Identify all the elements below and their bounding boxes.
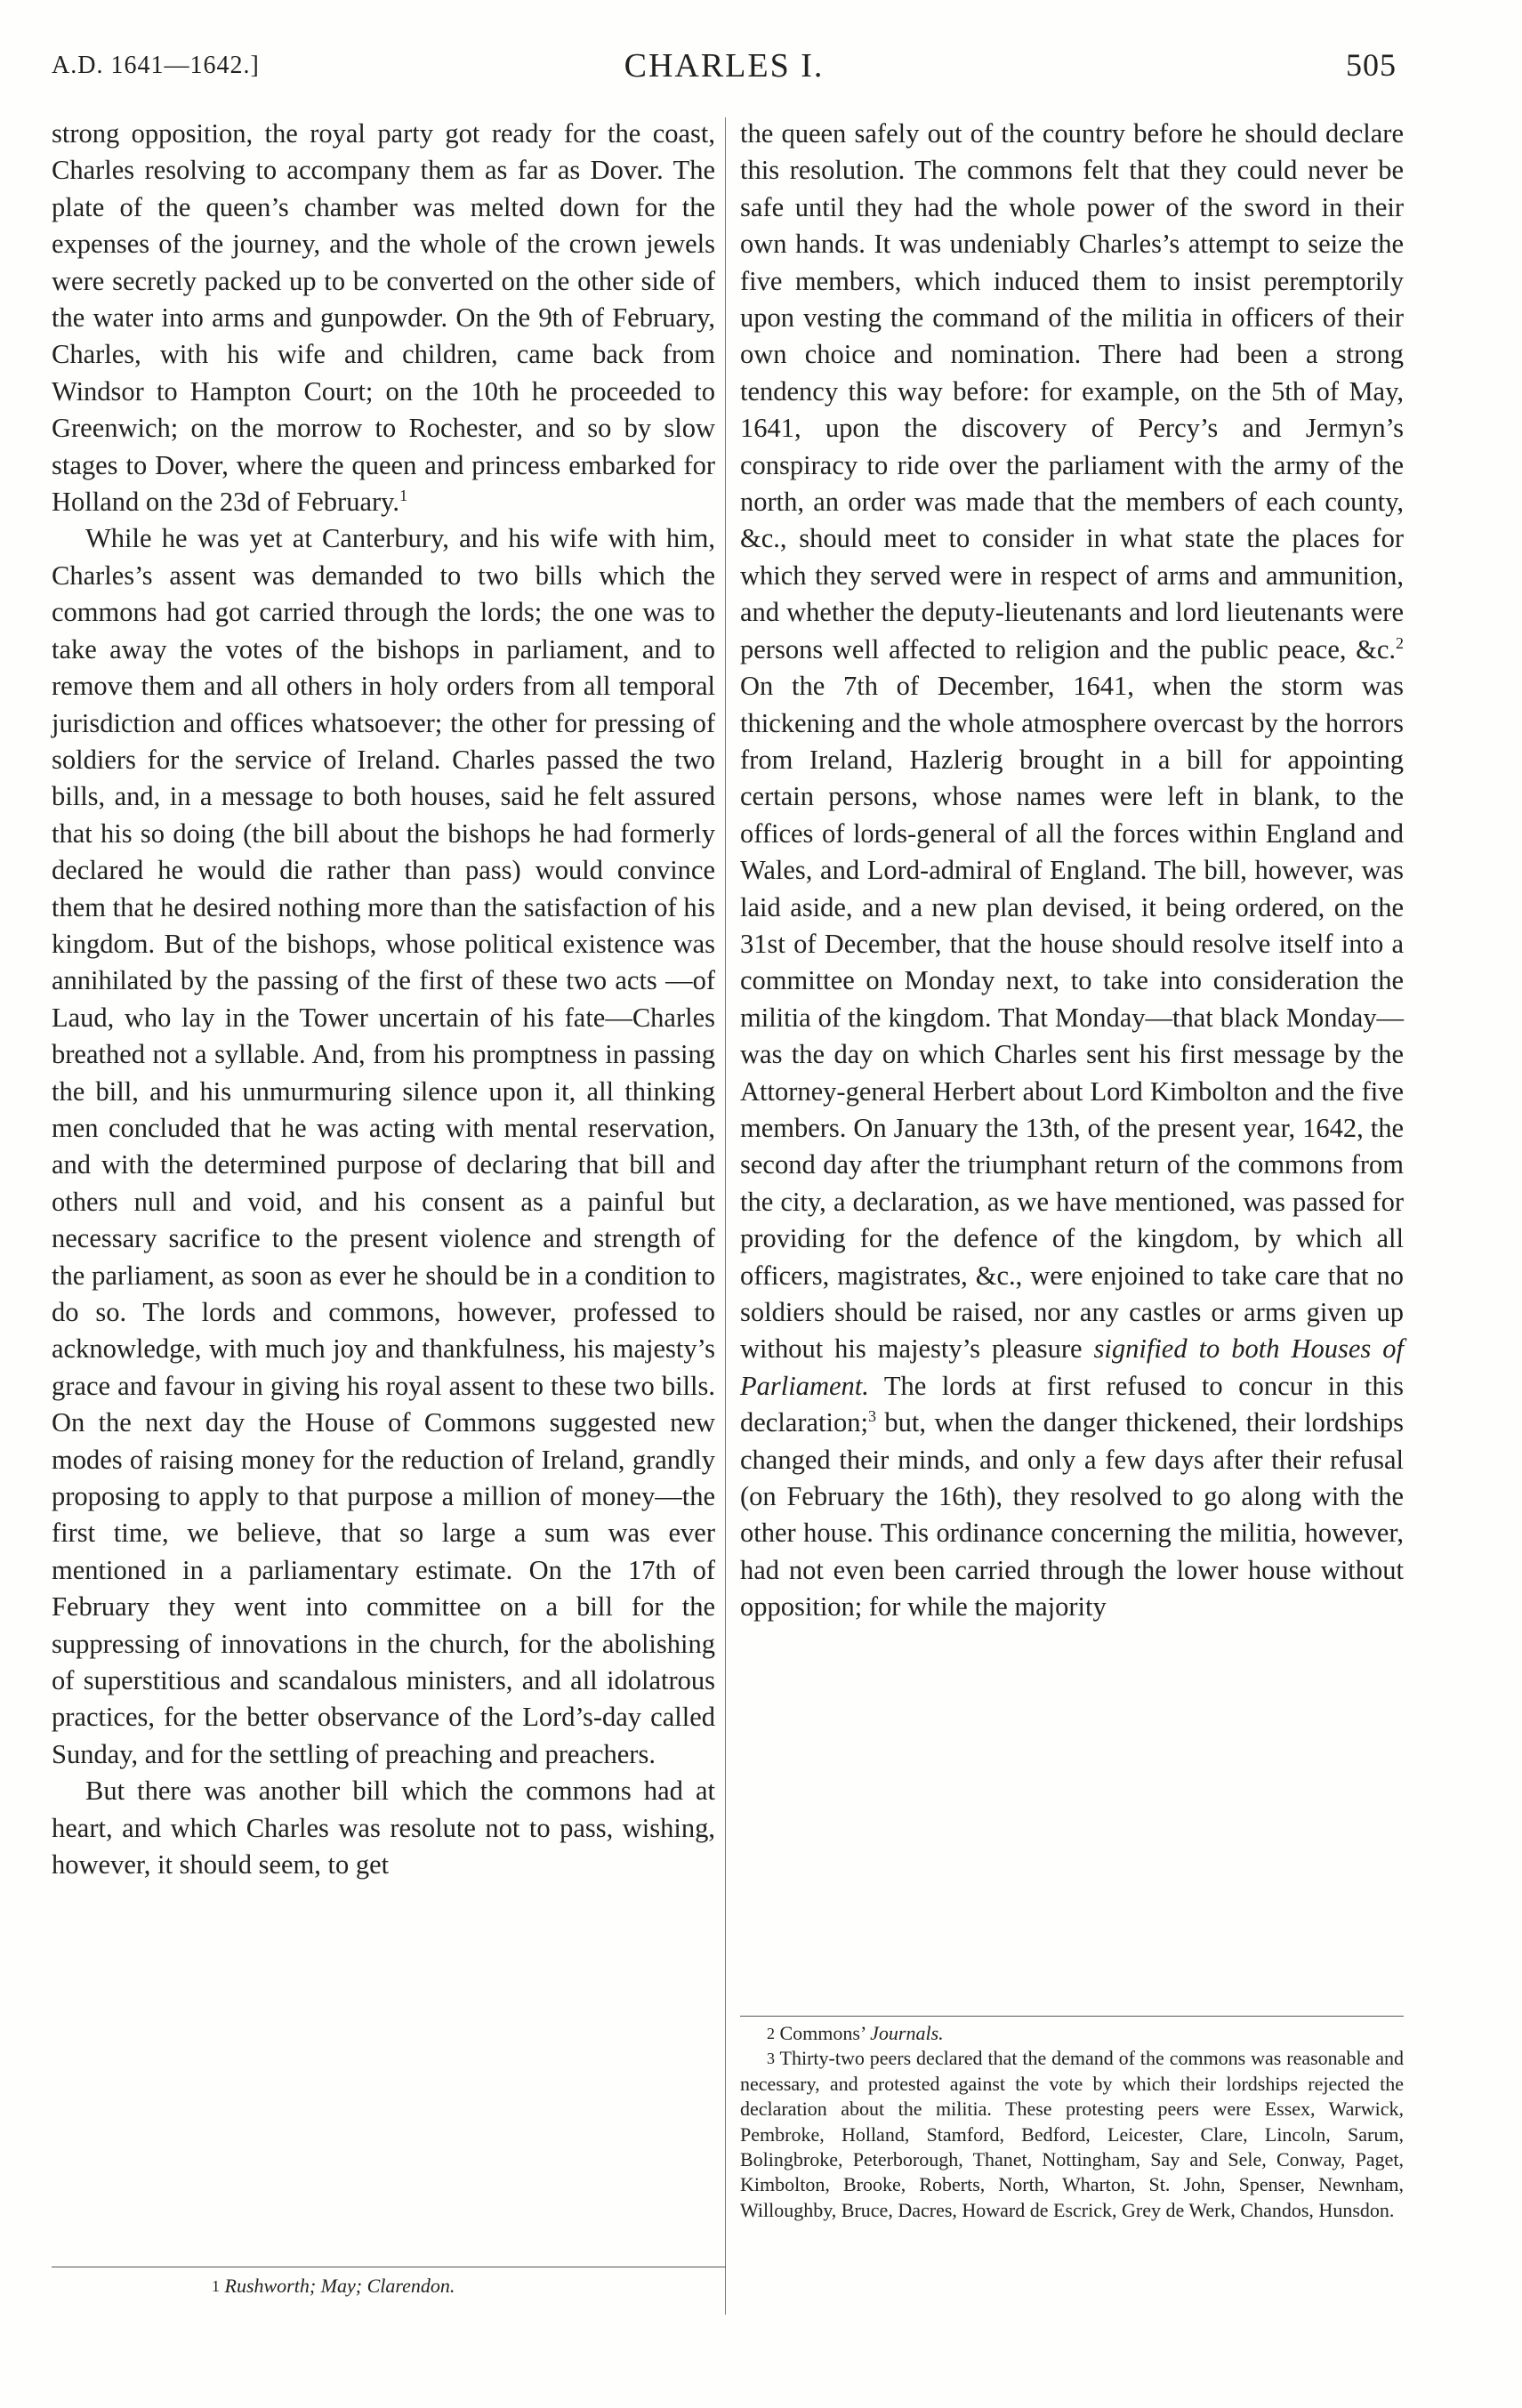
page-number: 505	[1346, 47, 1397, 83]
footnote-3-text: Thirty-two peers declared that the demand of the commons was reasonable and necessary, and protested against the vote by which their lordships rejected the declaration about the militia. These protesting peers were Essex, Warwick, Pembroke, Holland, Stamford, Bedford, Leicester, Clare, Lincoln, Sarum, Bolingbroke, Peterborough, Thanet, Nottingham, Say and Sele, Conway, Paget, Kimbolton, Brooke, Roberts, North, Wharton, St. John, Spenser, Newnham, Willoughby, Bruce, Dacres, Howard de Escrick, Grey de Werk, Chandos, Hunsdon.	[740, 2047, 1404, 2221]
left-paragraph-2: While he was yet at Canterbury, and his wife with him, Charles’s assent was demanded to two bills which the commons had got carried through the lords; the one was to take away the votes of the bishops in parliament, and to remove them and all others in holy orders from all temporal jurisdiction and offices whatsoever; the other for pressing of soldiers for the service of Ireland. Charles passed the two bills, and, in a message to both houses, said he felt assured that his so doing (the bill about the bishops he had formerly declared he would die rather than pass) would convince them that he desired nothing more than the satisfaction of his kingdom. But of the bishops, whose political existence was annihilated by the passing of the first of these two acts —of Laud, who lay in the Tower uncertain of his fate—Charles breathed not a syllable. And, from his promptness in passing the bill, and his unmurmuring silence upon it, all thinking men concluded that he was acting with mental reservation, and with the determined purpose of declaring that bill and others null and void, and his consent as a painful but necessary sacrifice to the present violence and strength of the parliament, as soon as ever he should be in a condition to do so. The lords and commons, however, professed to acknowledge, with much joy and thankfulness, his majesty’s grace and favour in giving his royal assent to these two bills. On the next day the House of Commons suggested new modes of raising money for the reduction of Ireland, grandly proposing to apply to that purpose a million of money—the first time, we believe, that so large a sum was ever mentioned in a parliamentary estimate. On the 17th of February they went into committee on a bill for the suppressing of innovations in the church, for the abolishing of superstitious and scandalous ministers, and all idolatrous practices, for the better observance of the Lord’s-day called Sunday, and for the settling of preaching and preachers.	[52, 523, 715, 1769]
footnote-3	[740, 2046, 1404, 2223]
left-paragraph-1	[52, 116, 715, 520]
footnotes-right	[740, 2021, 1404, 2223]
right-paragraph-1-italic: signified to both Houses of Parliament.	[740, 1333, 1404, 1401]
footnote-2-text: Commons’	[779, 2022, 866, 2044]
right-paragraph-1-text-a: the queen safely out of the country before he should declare this resolution. The commons felt that they could never be safe until they had the whole power of the sword in their own hands. It was undeniably Charles’s attempt to seize the five members, which induced them to insist peremptorily upon vesting the command of the militia in officers of their own choice and nomination. There had been a strong tendency this way before: for example, on the 5th of May, 1641, upon the discovery of Percy’s and Jermyn’s conspiracy to ride over the parliament with the army of the north, an order was made that the members of each county, &c., should meet to consider in what state the places for which they served were in respect of arms and ammunition, and whether the deputy-lieutenants and lord lieutenants were persons well affected to religion and the public peace, &c.	[740, 118, 1404, 664]
right-column	[740, 116, 1404, 1626]
header-date-range: A.D. 1641—1642.]	[52, 52, 260, 79]
header-title: CHARLES I.	[624, 47, 825, 85]
left-paragraph-3: But there was another bill which the commons had at heart, and which Charles was resolute not to pass, wishing, however, it should seem, to get	[52, 1776, 715, 1880]
footnote-ref-1: 1	[399, 486, 408, 504]
footnote-2-number: 2	[767, 2025, 775, 2042]
right-paragraph-1	[740, 116, 1404, 1626]
footnote-ref-2: 2	[1396, 633, 1404, 652]
footnotes-left	[52, 2274, 715, 2299]
column-divider	[725, 117, 726, 2315]
footnote-1-number: 1	[212, 2277, 220, 2295]
right-paragraph-1-text-c: The lords at first refused to concur in this declaration;	[740, 1370, 1404, 1438]
right-paragraph-1-text-b: On the 7th of December, 1641, when the storm was thickening and the whole atmosphere overcast by the horrors from Ireland, Hazlerig brought in a bill for appointing certain persons, whose names were left in blank, to the offices of lords-general of all the forces within England and Wales, and Lord-admiral of England. The bill, however, was laid aside, and a new plan devised, it being ordered, on the 31st of December, that the house should resolve itself into a committee on Monday next, to take into consideration the militia of the kingdom. That Monday—that black Monday—was the day on which Charles sent his first message by the Attorney-general Herbert about Lord Kimbolton and the five members. On January the 13th, of the present year, 1642, the second day after the triumphant return of the commons from the city, a declaration, as we have mentioned, was passed for providing for the defence of the kingdom, by which all officers, magistrates, &c., were enjoined to take care that no soldiers should be raised, nor any castles or arms given up without his majesty’s pleasure	[740, 671, 1404, 1365]
right-paragraph-1-text-d: but, when the danger thickened, their lordships changed their minds, and only a few days after their refusal (on February the 16th), they resolved to go along with the other house. This ordinance concerning the militia, however, had not even been carried through the lower house without opposition; for while the majority	[740, 1407, 1405, 1623]
footnote-ref-3: 3	[867, 1407, 876, 1426]
left-column	[52, 116, 715, 1884]
left-paragraph-1-text: strong opposition, the royal party got ready for the coast, Charles resolving to accompany them as far as Dover. The plate of the queen’s chamber was melted down for the expenses of the journey, and the whole of the crown jewels were secretly packed up to be converted on the other side of the water into arms and gunpowder. On the 9th of February, Charles, with his wife and children, came back from Windsor to Hampton Court; on the 10th he proceeded to Greenwich; on the morrow to Rochester, and so by slow stages to Dover, where the queen and princess embarked for Holland on the 23d of February.	[52, 118, 715, 518]
footnote-1-text: Rushworth; May; Clarendon.	[224, 2275, 455, 2297]
footnote-1	[212, 2274, 715, 2299]
footnote-3-number: 3	[767, 2050, 775, 2068]
footnote-2-italic: Journals.	[870, 2022, 944, 2044]
footnote-2	[740, 2021, 1404, 2046]
running-head	[52, 46, 1397, 91]
footnote-rule-right	[740, 2016, 1404, 2017]
